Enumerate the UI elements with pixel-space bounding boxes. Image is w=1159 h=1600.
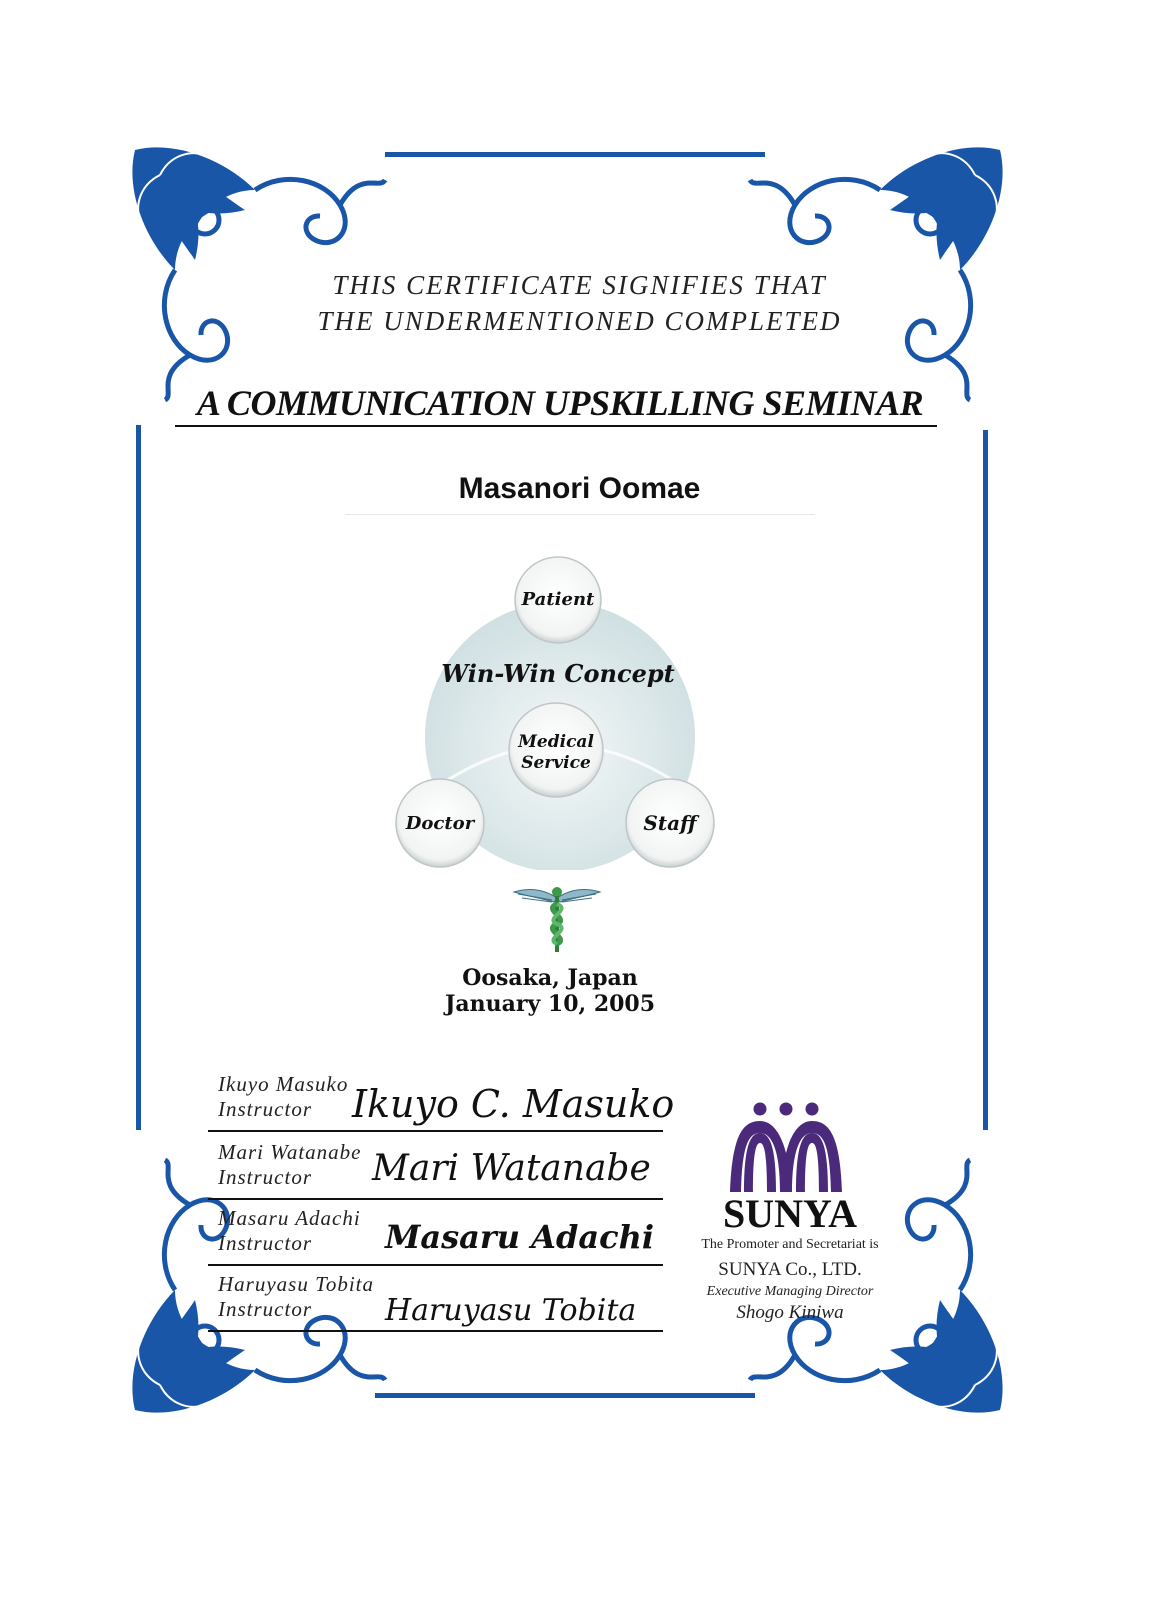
date: January 10, 2005: [444, 991, 656, 1017]
intro-line-2: THE UNDERMENTIONED COMPLETED: [317, 306, 842, 336]
win-win-diagram: [380, 555, 740, 870]
instructor-1-role: Instructor: [218, 1097, 312, 1121]
intro-line-1: THIS CERTIFICATE SIGNIFIES THAT: [332, 270, 827, 300]
instructor-3-name: Masaru Adachi: [218, 1206, 361, 1230]
diagram-label-staff: Staff: [643, 811, 697, 835]
caduceus-icon: [512, 880, 602, 955]
instructor-4-signature: Haruyasu Tobita: [385, 1293, 637, 1328]
title-underline: [175, 425, 937, 427]
promoter-title: Executive Managing Director: [706, 1284, 874, 1299]
instructor-2-name: Mari Watanabe: [218, 1140, 362, 1164]
diagram-label-service: Service: [521, 753, 591, 773]
recipient-name: Masanori Oomae: [458, 472, 701, 505]
diagram-label-patient: Patient: [521, 589, 595, 610]
signature-line-3: [208, 1264, 663, 1266]
instructor-2-role: Instructor: [218, 1165, 312, 1189]
signature-line-4: [208, 1330, 663, 1332]
diagram-label-medical: Medical: [518, 732, 594, 752]
diagram-title: Win-Win Concept: [441, 659, 675, 688]
instructor-1-signature: Ikuyo C. Masuko: [352, 1082, 675, 1126]
sunya-figures-logo: [716, 1097, 856, 1197]
instructor-3-role: Instructor: [218, 1231, 312, 1255]
promoter-company: SUNYA Co., LTD.: [718, 1259, 862, 1280]
location: Oosaka, Japan: [462, 965, 638, 991]
certificate-title: A COMMUNICATION UPSKILLING SEMINAR: [196, 383, 924, 423]
sunya-wordmark: SUNYA: [722, 1191, 858, 1236]
diagram-label-doctor: Doctor: [405, 813, 475, 834]
instructor-4-role: Instructor: [218, 1297, 312, 1321]
instructor-4-name: Haruyasu Tobita: [218, 1272, 375, 1296]
promoter-name: Shogo Kiniwa: [736, 1302, 844, 1323]
signature-line-1: [208, 1130, 663, 1132]
signature-line-2: [208, 1198, 663, 1200]
promoter-line: The Promoter and Secretariat is: [701, 1237, 879, 1252]
instructor-1-name: Ikuyo Masuko: [218, 1072, 349, 1096]
recipient-underline: [345, 514, 815, 515]
instructor-3-signature: Masaru Adachi: [385, 1218, 655, 1256]
instructor-2-signature: Mari Watanabe: [372, 1148, 651, 1189]
